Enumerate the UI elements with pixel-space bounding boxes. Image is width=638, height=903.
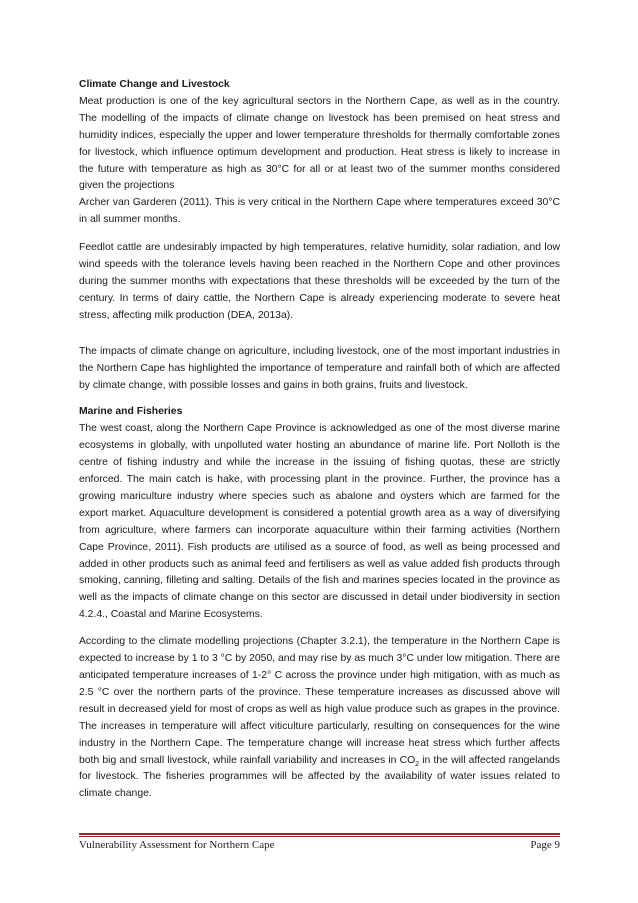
- page-number: Page 9: [530, 839, 560, 851]
- paragraph: The impacts of climate change on agriculture, including livestock, one of the most important industries in the Northern Cape has highlighted the importance of temperature and rainfall both of which are affected by climate change, with possible losses and gains in both grains, fruits and livestock.: [79, 345, 560, 391]
- subscript: 2: [415, 760, 420, 768]
- footer-divider: [79, 833, 560, 837]
- page-footer: [79, 839, 560, 851]
- paragraph: Meat production is one of the key agricultural sectors in the Northern Cape, as well as in the country. The modelling of the impacts of climate change on livestock has been premised on heat stress and humidity indices, especially the upper and lower temperature thresholds for thermally comfortable zones for livestock, which influence optimum development and production. Heat stress is likely to increase in the future with temperature as high as 30°C for all or at least two of the summer months considered given the projections: [79, 95, 560, 192]
- page-body: [79, 77, 560, 803]
- paragraph: Feedlot cattle are undesirably impacted by high temperatures, relative humidity, solar radiation, and low wind speeds with the tolerance levels having been reached in the Northern Cope and other provinces during the summer months with expectations that these thresholds will be exceeded by the turn of the century. In terms of dairy cattle, the Northern Cape is already experiencing moderate to severe heat stress, affecting milk production (DEA, 2013a).: [79, 242, 560, 321]
- paragraph: The west coast, along the Northern Cape Province is acknowledged as one of the most diverse marine ecosystems in globally, with unpolluted water hosting an abundance of marine life. Port Nolloth is the centre of fishing industry and while the increase in the issuing of fishing quotas, these are strictly enforced. The main catch is hake, with processing plant in the province. Further, the province has a growing mariculture industry where species such as abalone and oysters which are farmed for the export market. Aquaculture development is considered a potential growth area as a way of diversifying from agriculture, where farmers can incorporate aquaculture within their farming activities (Northern Cape Province, 2011). Fish products are utilised as a source of food, as well as being processed and added in other products such as animal feed and fertilisers as well as value added fish products through smoking, canning, filleting and salting. Details of the fish and marines species located in the province as well as the impacts of climate change on this sector are discussed in detail under biodiversity in section 4.2.4., Coastal and Marine Ecosystems.: [79, 423, 560, 621]
- paragraph: Archer van Garderen (2011). This is very critical in the Northern Cape where temperatures exceed 30°C in all summer months.: [79, 197, 560, 226]
- section-heading-marine: Marine and Fisheries: [79, 406, 183, 418]
- footer-title: Vulnerability Assessment for Northern Cape: [79, 839, 275, 851]
- paragraph-text: According to the climate modelling projections (Chapter 3.2.1), the temperature in the Northern Cape is expected to increase by 1 to 3 °C by 2050, and may rise by as much 3°C under low mitigation. There are anticipated temperature increases of 1-2° C across the province under high mitigation, with as much as 2.5 °C over the northern parts of the province. These temperature increases as discussed above will result in decreased yield for most of crops as well as high value produce such as grapes in the province. The increases in temperature will affect viticulture particularly, resulting on consequences for the wine industry in the Northern Cape. The temperature change will increase heat stress which further affects both big and small livestock, while rainfall variability and increases in CO: [79, 636, 560, 766]
- section-heading-livestock: Climate Change and Livestock: [79, 79, 230, 90]
- paragraph: [79, 634, 560, 803]
- paragraph-text: in the will affected rangelands for livestock. The fisheries programmes will be affected by the availability of water issues related to climate change.: [79, 754, 561, 800]
